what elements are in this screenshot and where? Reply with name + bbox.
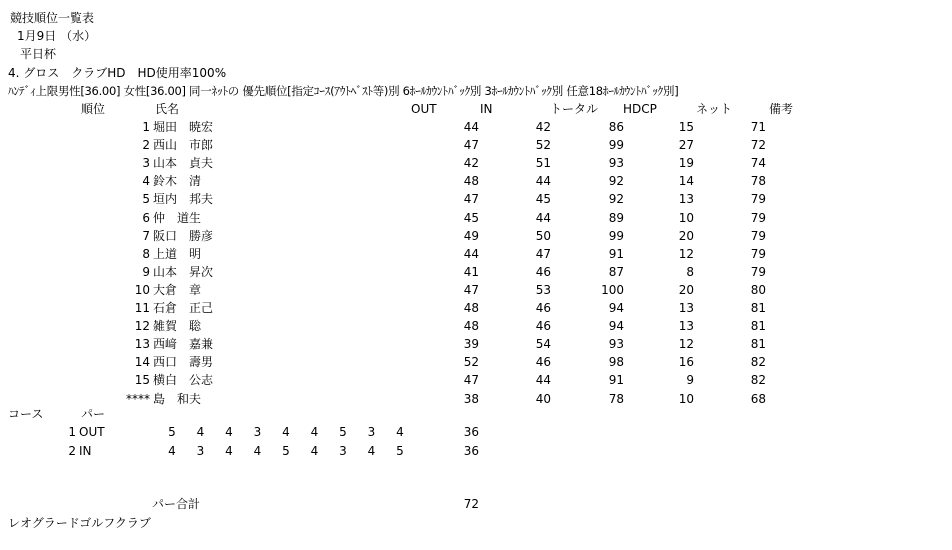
hole-par: 3 [339, 443, 347, 458]
cell-hdcp: 10 [678, 391, 694, 406]
cell-out: 42 [463, 156, 479, 171]
cell-name: 雑賀 聡 [153, 319, 202, 334]
cell-hdcp: 8 [686, 264, 694, 279]
cell-name: 西山 市郎 [153, 138, 214, 153]
hole-par: 5 [168, 425, 176, 439]
cell-total: 99 [608, 138, 624, 153]
hole-par: 4 [396, 425, 404, 439]
cell-total: 87 [608, 264, 624, 279]
col-header-rank: 順位 [81, 102, 106, 116]
cell-in: 44 [535, 373, 551, 388]
cell-hdcp: 13 [678, 319, 694, 334]
cell-name: 大倉 章 [153, 282, 202, 297]
cell-hdcp: 27 [678, 138, 694, 153]
cell-rank: 2 [142, 138, 150, 153]
hole-par: 4 [367, 443, 376, 458]
cell-name: 阪口 勝彦 [153, 228, 214, 243]
cell-out: 48 [463, 319, 479, 334]
course-par-total: 36 [463, 443, 479, 458]
hole-par: 3 [196, 443, 205, 458]
club-name: レオグラードゴルフクラブ [8, 516, 151, 530]
cell-rank: 3 [142, 156, 150, 171]
cell-rank: 6 [142, 210, 150, 225]
hole-par: 4 [225, 443, 233, 458]
cell-name: 堀田 暁宏 [153, 120, 214, 134]
course-number: 2 [68, 443, 76, 458]
cell-rank: 10 [134, 282, 150, 297]
cell-net: 78 [750, 174, 766, 189]
cell-hdcp: 9 [686, 373, 694, 388]
cell-out: 47 [463, 138, 479, 153]
cell-out: 38 [463, 391, 479, 406]
cell-total: 94 [608, 319, 624, 334]
handicap-conditions: ﾊﾝﾃﾞｨ上限男性[36.00] 女性[36.00] 同一ﾈｯﾄの 優先順位[指定ｺｰｽ(ｱｳﾄﾍﾞｽﾄ等)別 6ﾎｰﾙｶｳﾝﾄﾊﾞｯｸ別 3ﾎｰﾙｶｳﾝﾄﾊﾞｯｸ別 任意18ﾎｰﾙｶｳﾝﾄﾊﾞｯｸ別] [8, 84, 679, 98]
course-name: IN [79, 443, 92, 458]
cell-total: 89 [608, 210, 624, 225]
cell-name: 島 和夫 [153, 391, 202, 406]
col-header-note: 備考 [769, 102, 794, 116]
cell-in: 52 [535, 138, 551, 153]
hole-par: 4 [225, 425, 233, 439]
hole-par: 5 [339, 425, 347, 439]
cell-name: 山本 昇次 [153, 264, 214, 279]
cell-net: 79 [750, 192, 766, 207]
cell-in: 45 [535, 192, 551, 207]
cell-rank: 9 [142, 264, 150, 279]
event-date: 1月9日 （水） [17, 29, 97, 43]
hole-par: 3 [253, 425, 262, 439]
cell-hdcp: 16 [678, 355, 694, 370]
cell-in: 47 [535, 246, 551, 261]
event-name: 平日杯 [20, 47, 57, 61]
cell-in: 51 [535, 156, 551, 171]
hole-par: 4 [282, 425, 290, 439]
cell-out: 47 [463, 282, 479, 297]
cell-rank: 11 [134, 301, 150, 315]
cell-total: 86 [608, 120, 624, 134]
par-total-value: 72 [463, 497, 479, 511]
cell-total: 92 [608, 174, 624, 189]
cell-out: 45 [463, 210, 479, 225]
cell-out: 44 [463, 120, 479, 134]
cell-hdcp: 14 [678, 174, 694, 189]
cell-net: 81 [750, 337, 766, 352]
cell-net: 68 [750, 391, 766, 406]
cell-total: 93 [608, 337, 624, 352]
cell-name: 西﨑 嘉兼 [153, 337, 214, 352]
cell-hdcp: 13 [678, 192, 694, 207]
cell-total: 91 [608, 246, 624, 261]
cell-total: 78 [608, 391, 624, 406]
cell-net: 72 [750, 138, 766, 153]
cell-net: 71 [750, 120, 766, 134]
col-header-total: トータル [550, 102, 599, 116]
cell-out: 39 [463, 337, 479, 352]
course-number: 1 [68, 425, 76, 439]
cell-rank: 8 [142, 246, 150, 261]
cell-in: 40 [535, 391, 551, 406]
cell-in: 50 [535, 228, 551, 243]
cell-name: 垣内 邦夫 [153, 192, 214, 207]
cell-net: 80 [750, 282, 766, 297]
cell-rank: 14 [134, 355, 150, 370]
cell-hdcp: 15 [678, 120, 694, 134]
competition-format: 4. グロス クラブHD HD使用率100% [8, 66, 227, 80]
report-title: 競技順位一覧表 [10, 11, 95, 25]
course-par-total: 36 [463, 425, 479, 439]
cell-rank: 15 [134, 373, 150, 388]
cell-name: 横白 公志 [153, 373, 214, 388]
cell-name: 上道 明 [153, 246, 202, 261]
cell-name: 鈴木 清 [153, 174, 202, 189]
cell-out: 48 [463, 301, 479, 315]
par-label: パー [81, 407, 106, 421]
cell-out: 41 [463, 264, 479, 279]
cell-net: 79 [750, 228, 766, 243]
cell-net: 74 [750, 156, 766, 171]
cell-name: 西口 壽男 [153, 355, 214, 370]
cell-in: 46 [535, 264, 551, 279]
hole-par: 4 [168, 443, 176, 458]
par-total-label: パー合計 [152, 497, 201, 511]
cell-net: 81 [750, 301, 766, 315]
cell-net: 82 [750, 355, 766, 370]
cell-rank: 4 [142, 174, 150, 189]
cell-in: 53 [535, 282, 551, 297]
cell-hdcp: 12 [678, 246, 694, 261]
cell-rank: 1 [142, 120, 150, 134]
cell-in: 46 [535, 355, 551, 370]
cell-hdcp: 12 [678, 337, 694, 352]
cell-hdcp: 20 [678, 228, 694, 243]
cell-name: 仲 道生 [153, 210, 202, 225]
cell-net: 81 [750, 319, 766, 334]
hole-par: 4 [310, 443, 319, 458]
cell-hdcp: 19 [678, 156, 694, 171]
cell-in: 54 [535, 337, 551, 352]
col-header-net: ネット [696, 102, 733, 116]
col-header-name: 氏名 [155, 102, 180, 116]
hole-par: 5 [282, 443, 290, 458]
cell-out: 47 [463, 192, 479, 207]
cell-hdcp: 13 [678, 301, 694, 315]
cell-rank: 5 [142, 192, 150, 207]
cell-total: 100 [601, 282, 624, 297]
cell-out: 47 [463, 373, 479, 388]
cell-total: 92 [608, 192, 624, 207]
cell-rank: 7 [142, 228, 150, 243]
cell-net: 79 [750, 246, 766, 261]
cell-in: 44 [535, 174, 551, 189]
hole-par: 5 [396, 443, 404, 458]
hole-par: 3 [367, 425, 376, 439]
cell-net: 79 [750, 210, 766, 225]
cell-out: 49 [463, 228, 479, 243]
cell-in: 42 [535, 120, 551, 134]
cell-total: 94 [608, 301, 624, 315]
hole-par: 4 [253, 443, 262, 458]
cell-out: 44 [463, 246, 479, 261]
cell-total: 91 [608, 373, 624, 388]
cell-name: 山本 貞夫 [153, 156, 214, 171]
col-header-hdcp: HDCP [623, 102, 657, 116]
hole-par: 4 [310, 425, 319, 439]
cell-hdcp: 20 [678, 282, 694, 297]
cell-hdcp: 10 [678, 210, 694, 225]
cell-rank: 13 [134, 337, 150, 352]
cell-in: 44 [535, 210, 551, 225]
cell-out: 48 [463, 174, 479, 189]
cell-in: 46 [535, 319, 551, 334]
cell-name: 石倉 正己 [153, 301, 214, 315]
hole-par: 4 [196, 425, 205, 439]
cell-total: 99 [608, 228, 624, 243]
course-label: コース [8, 407, 44, 421]
cell-in: 46 [535, 301, 551, 315]
course-name: OUT [79, 425, 105, 439]
cell-total: 93 [608, 156, 624, 171]
cell-rank: 12 [134, 319, 150, 334]
cell-total: 98 [608, 355, 624, 370]
col-header-out: OUT [411, 102, 437, 116]
cell-net: 79 [750, 264, 766, 279]
cell-net: 82 [750, 373, 766, 388]
col-header-in: IN [480, 102, 493, 116]
cell-out: 52 [463, 355, 479, 370]
cell-rank: **** [126, 391, 150, 406]
